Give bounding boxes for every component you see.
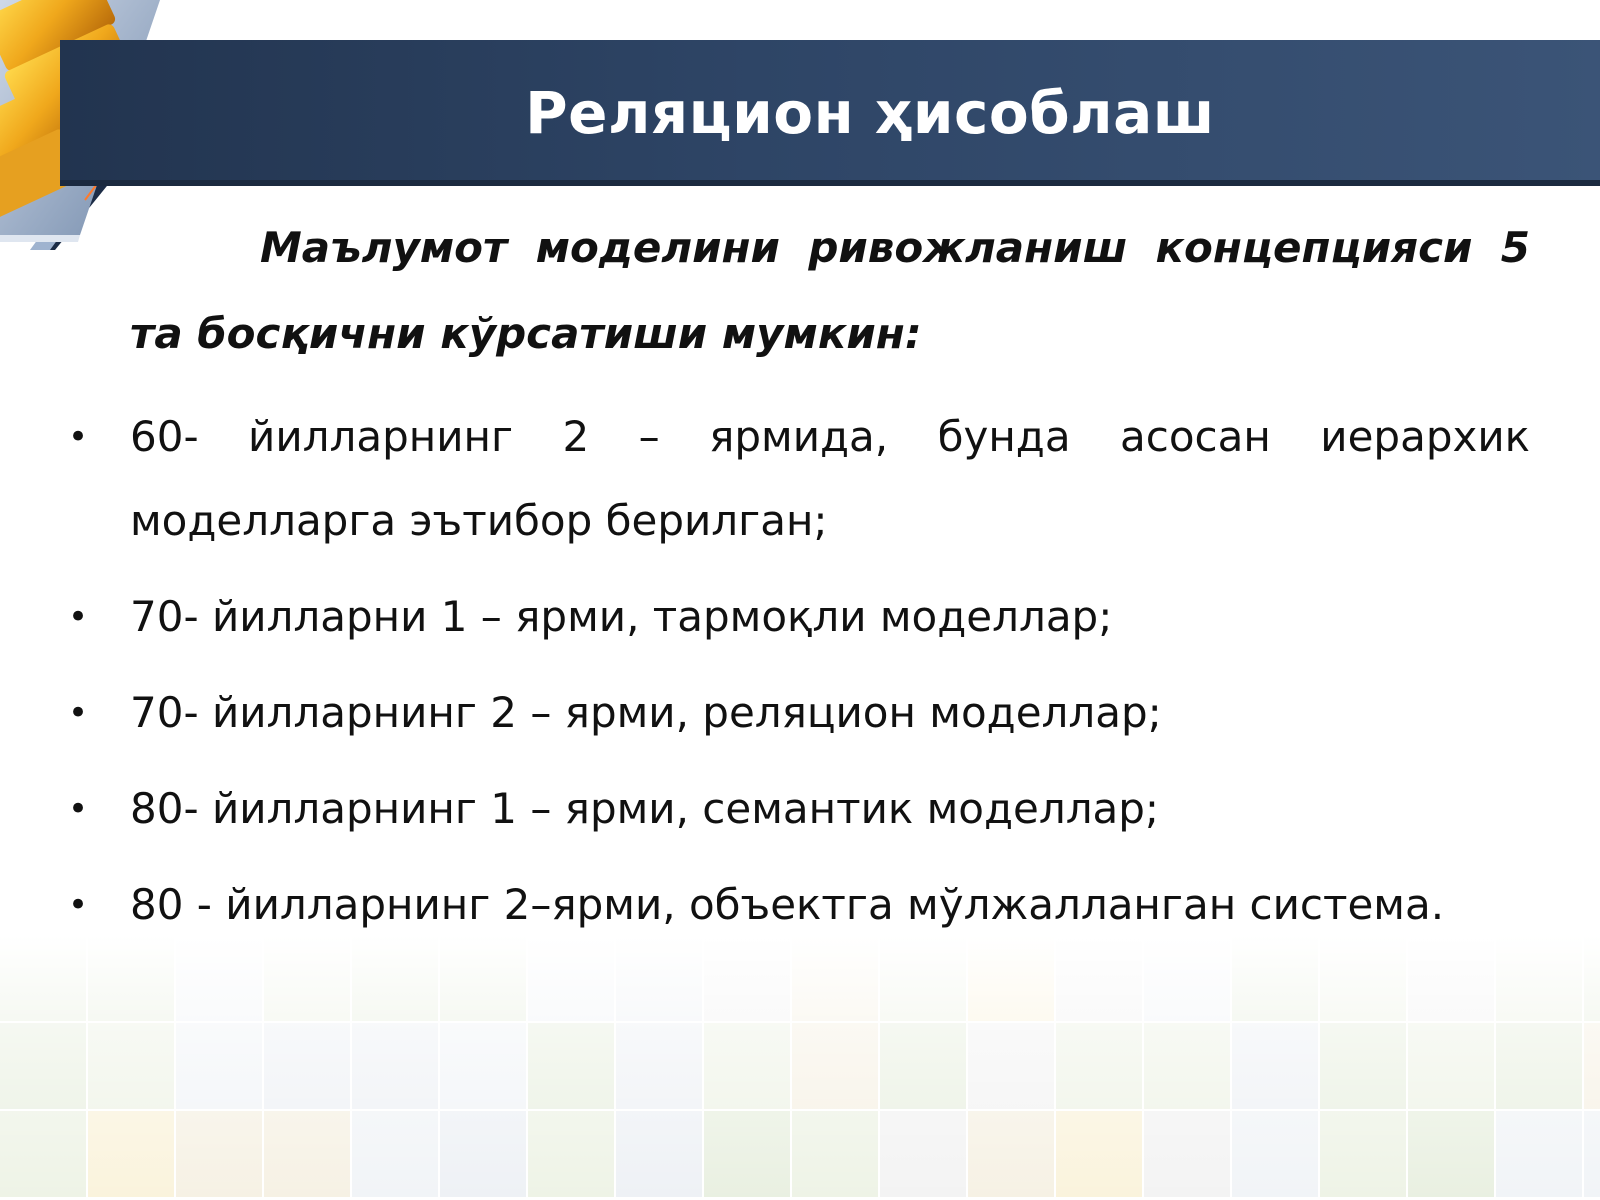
list-item-text: 80 - йилларнинг 2–ярми, объектга мўлжалланган система.	[130, 880, 1445, 929]
bullet-icon: •	[68, 789, 89, 829]
list-item	[60, 767, 1530, 851]
list-item	[60, 395, 1530, 563]
bullet-icon: •	[68, 693, 89, 733]
list-item	[60, 575, 1530, 659]
background-mosaic	[0, 935, 1600, 1200]
list-item	[60, 671, 1530, 755]
list-item-text: 80- йилларнинг 1 – ярми, семантик моделлар;	[130, 784, 1160, 833]
bullet-icon: •	[68, 597, 89, 637]
list-item-text: 70- йилларни 1 – ярми, тармоқли моделлар;	[130, 592, 1113, 641]
bullet-icon: •	[68, 417, 89, 457]
bullet-list	[60, 395, 1530, 959]
intro-paragraph: Маълумот моделини ривожланиш концепцияси 5 та босқични кўрсатиши мумкин:	[130, 223, 1530, 358]
bullet-icon: •	[68, 885, 89, 925]
list-item-text: 70- йилларнинг 2 – ярми, реляцион моделлар;	[130, 688, 1162, 737]
slide-title: Реляцион ҳисоблаш	[525, 79, 1215, 147]
list-item-text: 60- йилларнинг 2 – ярмида, бунда асосан иерархик моделларга эътибор берилган;	[130, 412, 1530, 545]
